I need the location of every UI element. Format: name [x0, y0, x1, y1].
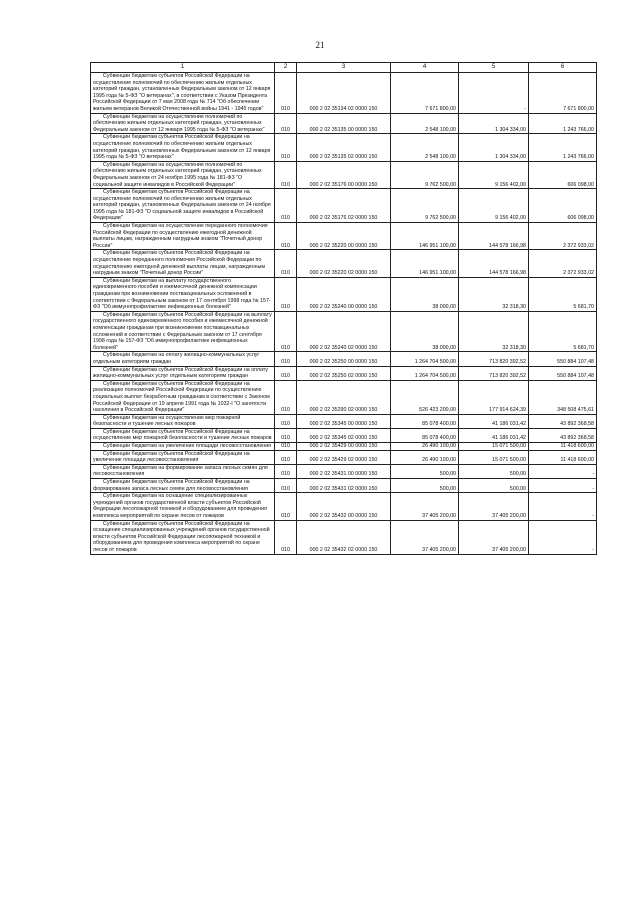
table-row: [91, 189, 597, 223]
column-header: 2: [275, 63, 297, 73]
row-approved-amount-cell: 146 951 100,00: [391, 223, 459, 250]
row-budget-code-cell: 000 2 02 35135 00 0000 150: [297, 113, 391, 134]
row-budget-code-cell: 000 2 02 35431 02 0000 150: [297, 479, 391, 493]
row-executed-amount-cell: 1 304 334,00: [459, 113, 529, 134]
table-row: [91, 428, 597, 442]
row-budget-code-cell: 000 2 02 35432 00 0000 150: [297, 493, 391, 520]
row-name-cell: Субвенции бюджетам субъектов Российской Федерации на формирование запаса лесных семян для лесовосстановления: [91, 479, 275, 493]
column-header: 1: [91, 63, 275, 73]
row-executed-amount-cell: 500,00: [459, 464, 529, 478]
row-budget-code-cell: 000 2 02 35429 00 0000 150: [297, 443, 391, 451]
row-name-cell: Субвенции бюджетам субъектов Российской Федерации на осуществление мер пожарной безопасности и тушение лесных пожаров: [91, 428, 275, 442]
row-name-cell: Субвенции бюджетам на выплату государственного единовременного пособия и ежемесячной денежной компенсации гражданам при возникновении поствакцинальных осложнений в соответствии с Федеральным законом от 17 сентября 1998 года № 157-ФЗ "Об иммунопрофилактике инфекционных болезней": [91, 277, 275, 311]
row-executed-amount-cell: -: [459, 73, 529, 114]
row-budget-code-cell: 000 2 02 35134 02 0000 150: [297, 73, 391, 114]
table-row: [91, 311, 597, 352]
row-unexecuted-amount-cell: -: [529, 493, 597, 520]
row-code-cell: 010: [275, 414, 297, 428]
row-name-cell: Субвенции бюджетам субъектов Российской Федерации на осуществление переданного полномочия Российской Федерации по осуществлению ежегодной денежной выплаты лицам, награжденным нагрудным знаком "Почетный донор России": [91, 250, 275, 277]
row-name-cell: Субвенции бюджетам субъектов Российской Федерации на выплату государственного единовременного пособия и ежемесячной денежной компенсации гражданам при возникновении поствакцинальных осложнений в соответствии с Федеральным законом от 17 сентября 1998 года № 157-ФЗ "Об иммунопрофилактике инфекционных болезней": [91, 311, 275, 352]
row-name-cell: Субвенции бюджетам субъектов Российской Федерации на осуществление полномочий по обеспечению жильем отдельных категорий граждан, установленных Федеральным законом от 24 ноября 1995 года № 181-ФЗ "О социальной защите инвалидов в Российской Федерации": [91, 189, 275, 223]
row-code-cell: 010: [275, 113, 297, 134]
row-code-cell: 010: [275, 380, 297, 414]
row-budget-code-cell: 000 2 02 35431 00 0000 150: [297, 464, 391, 478]
row-approved-amount-cell: 85 078 400,00: [391, 414, 459, 428]
table-row: [91, 250, 597, 277]
column-header: 3: [297, 63, 391, 73]
row-name-cell: Субвенции бюджетам на осуществление полномочий по обеспечению жильем отдельных категорий граждан, установленных Федеральным законом от 12 января 1995 года № 5-ФЗ "О ветеранах": [91, 113, 275, 134]
row-budget-code-cell: 000 2 02 35250 00 0000 150: [297, 352, 391, 366]
row-name-cell: Субвенции бюджетам субъектов Российской Федерации на осуществление полномочий по обеспечению жильем отдельных категорий граждан, установленных Федеральным законом от 12 января 1995 года № 5-ФЗ "О ветеранах", в соответствии с Указом Президента Российской Федерации от 7 мая 2008 года № 714 "Об обеспечении жильем ветеранов Великой Отечественной войны 1941 - 1945 годов": [91, 73, 275, 114]
row-executed-amount-cell: 9 156 402,00: [459, 161, 529, 188]
row-unexecuted-amount-cell: -: [529, 479, 597, 493]
row-unexecuted-amount-cell: 348 508 475,61: [529, 380, 597, 414]
row-approved-amount-cell: 9 762 500,00: [391, 161, 459, 188]
table-row: [91, 113, 597, 134]
row-budget-code-cell: 000 2 02 35176 00 0000 150: [297, 161, 391, 188]
row-approved-amount-cell: 38 000,00: [391, 311, 459, 352]
row-code-cell: 010: [275, 189, 297, 223]
table-row: [91, 73, 597, 114]
row-unexecuted-amount-cell: 11 418 600,00: [529, 443, 597, 451]
row-unexecuted-amount-cell: 1 243 766,00: [529, 134, 597, 161]
row-code-cell: 010: [275, 464, 297, 478]
row-approved-amount-cell: 526 423 200,00: [391, 380, 459, 414]
row-unexecuted-amount-cell: 43 892 368,58: [529, 414, 597, 428]
row-executed-amount-cell: 144 578 166,98: [459, 250, 529, 277]
row-approved-amount-cell: 1 264 704 500,00: [391, 352, 459, 366]
row-budget-code-cell: 000 2 02 35250 02 0000 150: [297, 366, 391, 380]
row-unexecuted-amount-cell: 5 681,70: [529, 277, 597, 311]
row-executed-amount-cell: 41 186 031,42: [459, 414, 529, 428]
row-name-cell: Субвенции бюджетам на осуществление переданного полномочия Российской Федерации по осуществлению ежегодной денежной выплаты лицам, награжденным нагрудным знаком "Почетный донор России": [91, 223, 275, 250]
table-row: [91, 352, 597, 366]
row-approved-amount-cell: 2 548 100,00: [391, 134, 459, 161]
row-name-cell: Субвенции бюджетам на оснащение специализированных учреждений органов государственной власти субъектов Российской Федерации лесопожарной техникой и оборудованием для проведения комплекса мероприятий по охране лесов от пожаров: [91, 493, 275, 520]
column-header: 4: [391, 63, 459, 73]
row-executed-amount-cell: 32 318,30: [459, 311, 529, 352]
row-approved-amount-cell: 26 490 100,00: [391, 443, 459, 451]
row-budget-code-cell: 000 2 02 35290 02 0000 150: [297, 380, 391, 414]
table-row: [91, 450, 597, 464]
row-budget-code-cell: 000 2 02 35240 00 0000 150: [297, 277, 391, 311]
row-executed-amount-cell: 32 318,30: [459, 277, 529, 311]
table-header-row: [91, 63, 597, 73]
row-code-cell: 010: [275, 223, 297, 250]
row-budget-code-cell: 000 2 02 35220 02 0000 150: [297, 250, 391, 277]
row-name-cell: Субвенции бюджетам на оплату жилищно-коммунальных услуг отдельным категориям граждан: [91, 352, 275, 366]
row-unexecuted-amount-cell: 11 418 600,00: [529, 450, 597, 464]
table-row: [91, 380, 597, 414]
table-row: [91, 414, 597, 428]
row-budget-code-cell: 000 2 02 35345 02 0000 150: [297, 428, 391, 442]
row-unexecuted-amount-cell: 606 098,00: [529, 161, 597, 188]
row-code-cell: 010: [275, 520, 297, 554]
row-executed-amount-cell: 15 071 500,00: [459, 443, 529, 451]
row-code-cell: 010: [275, 479, 297, 493]
row-executed-amount-cell: 41 186 031,42: [459, 428, 529, 442]
column-header: 6: [529, 63, 597, 73]
row-executed-amount-cell: 177 914 624,39: [459, 380, 529, 414]
row-code-cell: 010: [275, 277, 297, 311]
row-code-cell: 010: [275, 311, 297, 352]
row-unexecuted-amount-cell: 2 372 933,02: [529, 223, 597, 250]
row-approved-amount-cell: 2 548 100,00: [391, 113, 459, 134]
row-code-cell: 010: [275, 352, 297, 366]
row-approved-amount-cell: 500,00: [391, 464, 459, 478]
row-approved-amount-cell: 146 951 100,00: [391, 250, 459, 277]
row-approved-amount-cell: 7 671 800,00: [391, 73, 459, 114]
row-budget-code-cell: 000 2 02 35429 02 0000 150: [297, 450, 391, 464]
row-executed-amount-cell: 713 820 392,52: [459, 366, 529, 380]
row-code-cell: 010: [275, 73, 297, 114]
row-name-cell: Субвенции бюджетам на увеличение площади лесовосстановления: [91, 443, 275, 451]
row-executed-amount-cell: 713 820 392,52: [459, 352, 529, 366]
row-code-cell: 010: [275, 161, 297, 188]
row-approved-amount-cell: 9 762 500,00: [391, 189, 459, 223]
row-unexecuted-amount-cell: 550 884 107,48: [529, 352, 597, 366]
row-unexecuted-amount-cell: 1 243 766,00: [529, 113, 597, 134]
row-name-cell: Субвенции бюджетам субъектов Российской Федерации на оснащение специализированных учреждений органов государственной власти субъектов Российской Федерации лесопожарной техникой и оборудованием для проведения комплекса мероприятий по охране лесов от пожаров: [91, 520, 275, 554]
row-unexecuted-amount-cell: 5 681,70: [529, 311, 597, 352]
row-budget-code-cell: 000 2 02 35220 00 0000 150: [297, 223, 391, 250]
row-name-cell: Субвенции бюджетам на осуществление мер пожарной безопасности и тушение лесных пожаров: [91, 414, 275, 428]
row-budget-code-cell: 000 2 02 35176 02 0000 150: [297, 189, 391, 223]
row-unexecuted-amount-cell: -: [529, 464, 597, 478]
row-code-cell: 010: [275, 493, 297, 520]
column-header: 5: [459, 63, 529, 73]
table-row: [91, 443, 597, 451]
row-name-cell: Субвенции бюджетам субъектов Российской Федерации на реализацию полномочий Российской Федерации по осуществлению социальных выплат безработным гражданам в соответствии с Законом Российской Федерации от 19 апреля 1991 года № 1032-I "О занятости населения в Российской Федерации": [91, 380, 275, 414]
table-row: [91, 223, 597, 250]
row-executed-amount-cell: 37 405 200,00: [459, 520, 529, 554]
row-code-cell: 010: [275, 428, 297, 442]
row-name-cell: Субвенции бюджетам субъектов Российской Федерации на осуществление полномочий по обеспечению жильем отдельных категорий граждан, установленных Федеральным законом от 12 января 1995 года № 5-ФЗ "О ветеранах": [91, 134, 275, 161]
table-row: [91, 479, 597, 493]
table-row: [91, 366, 597, 380]
row-name-cell: Субвенции бюджетам субъектов Российской Федерации на оплату жилищно-коммунальных услуг отдельным категориям граждан: [91, 366, 275, 380]
table-row: [91, 464, 597, 478]
row-unexecuted-amount-cell: 2 372 933,02: [529, 250, 597, 277]
row-name-cell: Субвенции бюджетам на осуществление полномочий по обеспечению жильем отдельных категорий граждан, установленных Федеральным законом от 24 ноября 1995 года № 181-ФЗ "О социальной защите инвалидов в Российской Федерации": [91, 161, 275, 188]
row-code-cell: 010: [275, 250, 297, 277]
row-approved-amount-cell: 38 000,00: [391, 277, 459, 311]
row-executed-amount-cell: 1 304 334,00: [459, 134, 529, 161]
row-name-cell: Субвенции бюджетам субъектов Российской Федерации на увеличение площади лесовосстановления: [91, 450, 275, 464]
row-budget-code-cell: 000 2 02 35432 02 0000 150: [297, 520, 391, 554]
row-name-cell: Субвенции бюджетам на формирование запаса лесных семян для лесовосстановления: [91, 464, 275, 478]
row-unexecuted-amount-cell: 43 892 368,58: [529, 428, 597, 442]
row-approved-amount-cell: 26 490 100,00: [391, 450, 459, 464]
row-code-cell: 010: [275, 450, 297, 464]
row-executed-amount-cell: 15 071 500,00: [459, 450, 529, 464]
row-executed-amount-cell: 9 156 402,00: [459, 189, 529, 223]
table-row: [91, 520, 597, 554]
row-unexecuted-amount-cell: 550 884 107,48: [529, 366, 597, 380]
table-row: [91, 493, 597, 520]
table-row: [91, 277, 597, 311]
page-number: 21: [315, 40, 325, 50]
row-budget-code-cell: 000 2 02 35240 02 0000 150: [297, 311, 391, 352]
row-budget-code-cell: 000 2 02 35135 02 0000 150: [297, 134, 391, 161]
row-code-cell: 010: [275, 443, 297, 451]
row-executed-amount-cell: 37 405 200,00: [459, 493, 529, 520]
row-executed-amount-cell: 500,00: [459, 479, 529, 493]
row-approved-amount-cell: 1 264 704 500,00: [391, 366, 459, 380]
table-row: [91, 161, 597, 188]
row-approved-amount-cell: 37 405 200,00: [391, 493, 459, 520]
row-approved-amount-cell: 37 405 200,00: [391, 520, 459, 554]
row-code-cell: 010: [275, 366, 297, 380]
row-approved-amount-cell: 500,00: [391, 479, 459, 493]
row-unexecuted-amount-cell: 606 098,00: [529, 189, 597, 223]
row-budget-code-cell: 000 2 02 35345 00 0000 150: [297, 414, 391, 428]
row-executed-amount-cell: 144 578 166,98: [459, 223, 529, 250]
row-unexecuted-amount-cell: 7 671 800,00: [529, 73, 597, 114]
row-unexecuted-amount-cell: -: [529, 520, 597, 554]
row-code-cell: 010: [275, 134, 297, 161]
table-row: [91, 134, 597, 161]
budget-table: [90, 62, 597, 555]
row-approved-amount-cell: 85 078 400,00: [391, 428, 459, 442]
